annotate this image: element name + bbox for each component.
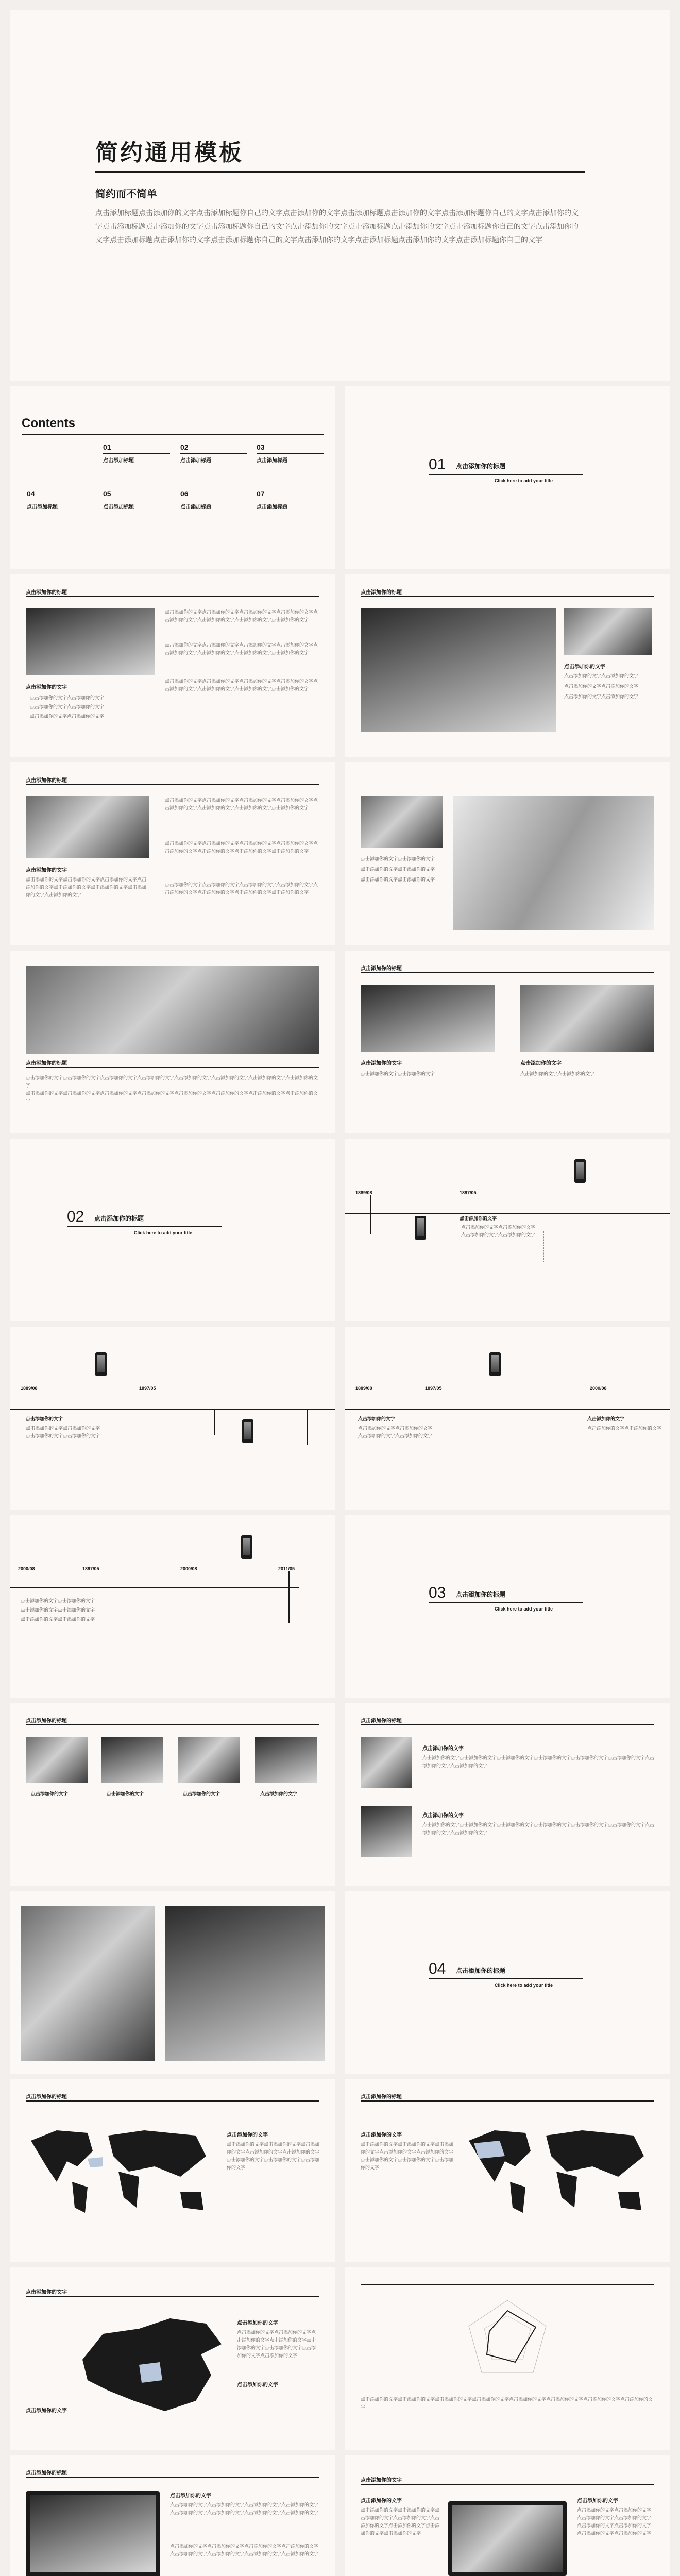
item-number: 01: [103, 443, 111, 451]
item-title: 点击添加你的文字: [358, 1416, 396, 1421]
timeline-slide: [10, 1515, 335, 1698]
bullet-item: 点击添加你的文字点击添加你的文字: [21, 1598, 95, 1603]
office-text-slide: [10, 762, 335, 945]
photo-left: [21, 1906, 155, 2061]
laptop-slide: [345, 2455, 670, 2576]
section-rule: [67, 1226, 222, 1227]
body-text: 点击添加你的文字点击添加你的文字点击添加你的文字点击添加你的文字点击添加你的文字点击添加你的文字点击添加你的文字点击添加你的文字: [165, 679, 318, 691]
section-rule: [429, 474, 583, 475]
body-text: 点击添加你的文字点击添加你的文字点击添加你的文字点击添加你的文字点击添加你的文字点击添加你的文字点击添加你的文字点击添加你的文字: [422, 1755, 655, 1768]
small-photo: [361, 796, 443, 848]
slide-heading: 点击添加你的标题: [26, 1061, 67, 1066]
body-text: 点击添加你的文字点击添加你的文字点击添加你的文字点击添加你的文字点击添加你的文字点击添加你的文字点击添加你的文字点击添加你的文字: [361, 2397, 653, 2410]
section-subtitle: Click here to add your title: [495, 478, 553, 483]
heading-rule: [361, 972, 654, 973]
slide-heading: 点击添加你的标题: [26, 590, 67, 596]
caption: 点击添加你的文字: [361, 2132, 402, 2138]
caption: 点击添加你的文字: [237, 2320, 278, 2326]
office-photo: [26, 796, 149, 858]
item-rule: [180, 453, 247, 454]
body-text: 点击添加你的文字点击添加你的文字点击添加你的文字点击添加你的文字点击添加你的文字点击添加你的文字点击添加你的文字点击添加你的文字: [361, 2507, 440, 2536]
caption: 点击添加你的文字: [26, 868, 67, 873]
year-label: 2000/08: [590, 1386, 607, 1391]
timeline-tick: [370, 1195, 371, 1234]
year-label: 1897/05: [139, 1386, 156, 1391]
phone-icon: [242, 1419, 253, 1443]
item-label: 点击添加标题: [257, 458, 287, 464]
year-label: 2000/08: [18, 1566, 35, 1571]
caption: 点击添加你的文字: [520, 1061, 562, 1066]
caption: 点击添加你的文字: [31, 1791, 69, 1797]
timeline-tick: [288, 1571, 290, 1623]
timeline-axis: [345, 1213, 670, 1214]
section-subtitle: Click here to add your title: [134, 1230, 193, 1235]
body-text: 点击添加你的文字点击添加你的文字点击添加你的文字点击添加你的文字点击添加你的文字点击添加你的文字点击添加你的文字点击添加你的文字: [165, 642, 318, 655]
body-text: 点击添加你的文字点击添加你的文字点击添加你的文字点击添加你的文字点击添加你的文字点击添加你的文字点击添加你的文字点击添加你的文字: [165, 609, 318, 622]
timeline-slide: [10, 1327, 335, 1510]
four-photo-slide: [10, 1703, 335, 1886]
dashed-line: [543, 1231, 544, 1262]
item-label: 点击添加标题: [180, 458, 211, 464]
section-subtitle: Click here to add your title: [495, 1606, 553, 1612]
section-title: 点击添加你的标题: [94, 1215, 144, 1222]
heading-rule: [26, 1067, 319, 1068]
body-text: 点击添加你的文字点击添加你的文字点击添加你的文字点击添加你的文字点击添加你的文字点击添加你的文字点击添加你的文字点击添加你的文字: [165, 841, 318, 854]
year-label: 1897/05: [425, 1386, 442, 1391]
body-text: 点击添加你的文字点击添加你的文字点击添加你的文字点击添加你的文字点击添加你的文字点击添加你的文字点击添加你的文字点击添加你的文字: [165, 882, 318, 895]
bullet-item: 点击添加你的文字点击添加你的文字: [520, 1071, 595, 1076]
collage-slide: [10, 1891, 335, 2074]
radar-chart-slide: [345, 2267, 670, 2450]
item-rule: [103, 453, 170, 454]
timeline-tick: [307, 1409, 308, 1445]
item-number: 04: [27, 489, 35, 498]
timeline-axis: [10, 1587, 299, 1588]
section-rule: [429, 1978, 583, 1979]
section-04-slide: [345, 1891, 670, 2074]
contents-item[interactable]: [180, 489, 251, 510]
section-number: 01: [429, 456, 446, 473]
year-label: 1889/08: [21, 1386, 38, 1391]
item-number: 03: [257, 443, 265, 451]
heading-rule: [361, 2284, 654, 2285]
bullet-item: 点击添加你的文字点击添加你的文字: [30, 704, 105, 709]
contents-item[interactable]: [27, 489, 98, 510]
item-number: 07: [257, 489, 265, 498]
contents-item[interactable]: [257, 489, 328, 510]
slide-heading: 点击添加你的标题: [361, 590, 402, 596]
year-label: 2011/05: [278, 1566, 295, 1571]
laptop-screen: [452, 2505, 563, 2572]
street-photo: [361, 608, 556, 732]
year-label: 1897/05: [82, 1566, 99, 1571]
item-label: 点击添加标题: [257, 504, 287, 510]
cover-title: 简约通用模板: [95, 140, 244, 165]
photo-2: [101, 1737, 163, 1783]
slide-heading: 点击添加你的标题: [26, 778, 67, 784]
item-number: 02: [180, 443, 189, 451]
timeline-axis: [10, 1409, 335, 1410]
desk-photo: [453, 796, 654, 930]
item-label: 点击添加标题: [27, 504, 58, 510]
section-title: 点击添加你的标题: [456, 463, 506, 470]
wide-photo-slide: [10, 951, 335, 1133]
world-map: [464, 2120, 654, 2223]
bullet-item: 点击添加你的文字点击添加你的文字: [564, 673, 639, 679]
photo-left: [361, 985, 495, 1052]
timeline-slide: [345, 1327, 670, 1510]
caption: 点击添加你的文字: [183, 1791, 220, 1797]
slide-heading: 点击添加你的标题: [361, 966, 402, 972]
bullet-item: 点击添加你的文字点击添加你的文字: [26, 1426, 100, 1431]
slide-heading: 点击添加你的标题: [361, 1718, 402, 1724]
caption: 点击添加你的文字: [577, 2498, 618, 2504]
section-number: 04: [429, 1960, 446, 1977]
heading-rule: [26, 596, 319, 597]
bullet-item: 点击添加你的文字点击添加你的文字: [21, 1617, 95, 1622]
monitor-slide: [10, 2455, 335, 2576]
bullet-item: 点击添加你的文字点击添加你的文字: [26, 1433, 100, 1438]
two-photo-text-slide: [345, 1703, 670, 1886]
contents-slide: [10, 386, 335, 569]
heading-rule: [361, 596, 654, 597]
section-title: 点击添加你的标题: [456, 1591, 506, 1598]
slide-heading: 点击添加你的标题: [26, 2094, 67, 2100]
contents-item[interactable]: [257, 443, 328, 464]
cover-slide: [10, 10, 670, 381]
year-label: 1889/08: [355, 1190, 372, 1195]
section-number: 03: [429, 1584, 446, 1601]
item-rule: [257, 453, 324, 454]
body-text: 点击添加你的文字点击添加你的文字点击添加你的文字点击添加你的文字点击添加你的文字点击添加你的文字点击添加你的文字点击添加你的文字: [170, 2502, 319, 2515]
slide-heading: 点击添加你的标题: [361, 2094, 402, 2100]
cover-divider: [95, 171, 585, 173]
phone-icon: [415, 1216, 426, 1240]
slide-heading: 点击添加你的标题: [26, 1718, 67, 1724]
item-title: 点击添加你的文字: [587, 1416, 625, 1421]
body-text: 点击添加你的文字点击添加你的文字点击添加你的文字点击添加你的文字点击添加你的文字点击添加你的文字点击添加你的文字点击添加你的文字: [165, 798, 318, 810]
caption: 点击添加你的文字: [170, 2493, 211, 2499]
item-number: 06: [180, 489, 189, 498]
caption: 点击添加你的文字: [361, 2478, 402, 2483]
heading-rule: [26, 1724, 319, 1725]
world-map: [26, 2120, 216, 2223]
caption: 点击添加你的文字: [422, 1813, 464, 1819]
bullet-item: 点击添加你的文字点击添加你的文字: [358, 1433, 433, 1438]
item-number: 05: [103, 489, 111, 498]
caption: 点击添加你的文字: [422, 1746, 464, 1752]
caption: 点击添加你的文字: [26, 2408, 67, 2414]
contents-item[interactable]: [103, 443, 174, 464]
heading-rule: [361, 1724, 654, 1725]
bullet-item: 点击添加你的文字点击添加你的文字: [461, 1232, 536, 1238]
body-text: 点击添加你的文字点击添加你的文字点击添加你的文字点击添加你的文字点击添加你的文字点击添加你的文字点击添加你的文字点击添加你的文字: [361, 2142, 454, 2170]
contents-divider: [22, 434, 324, 435]
section-rule: [429, 1602, 583, 1603]
china-map: [77, 2313, 227, 2416]
section-title: 点击添加你的标题: [456, 1967, 506, 1974]
caption: 点击添加你的文字: [107, 1791, 144, 1797]
wide-photo: [26, 966, 319, 1054]
contents-item[interactable]: [180, 443, 251, 464]
photo-bottom: [361, 1806, 412, 1857]
city-photo-slide: [345, 574, 670, 757]
section-number: 02: [67, 1208, 84, 1225]
section-03-slide: [345, 1515, 670, 1698]
radar-chart: [464, 2295, 551, 2383]
heading-rule: [361, 2100, 654, 2102]
cover-body: 点击添加标题点击添加你的文字点击添加标题你自己的文字点击添加你的文字点击添加标题点击添加你的文字点击添加标题你自己的文字点击添加你的文字点击添加标题点击添加你的文字点击添加标题你自己的文字点击添加你的文字点击添加标题点击添加你的文字点击添加标题你自己的文字点击添加你的文字点击添加标题点击添加你的文字点击添加标题你自己的文字点击添加你的文字点击添加标题点击添加你的文字点击添加标题你自己的文字: [95, 209, 579, 244]
photo-caption: 点击添加你的文字: [26, 685, 67, 690]
timeline-slide: [345, 1139, 670, 1321]
heading-rule: [26, 784, 319, 785]
year-label: 1897/05: [460, 1190, 477, 1195]
caption: 点击添加你的文字: [361, 1061, 402, 1066]
bullet-item: 点击添加你的文字点击添加你的文字: [358, 1426, 433, 1431]
heading-rule: [361, 2484, 654, 2485]
section-subtitle: Click here to add your title: [495, 1982, 553, 1988]
bullet-item: 点击添加你的文字点击添加你的文字: [361, 1071, 435, 1076]
caption: 点击添加你的文字: [564, 664, 605, 670]
caption: 点击添加你的文字: [361, 2498, 402, 2504]
bullet-item: 点击添加你的文字点击添加你的文字: [564, 694, 639, 699]
item-title: 点击添加你的文字: [26, 1416, 63, 1421]
photo-4: [255, 1737, 317, 1783]
photo-3: [178, 1737, 240, 1783]
caption: 点击添加你的文字: [26, 2290, 67, 2295]
contents-title: Contents: [22, 416, 75, 430]
china-map-slide: [10, 2267, 335, 2450]
bullet-item: 点击添加你的文字点击添加你的文字: [461, 1225, 536, 1230]
body-text: 点击添加你的文字点击添加你的文字点击添加你的文字点击添加你的文字点击添加你的文字点击添加你的文字点击添加你的文字点击添加你的文字: [26, 877, 147, 897]
bullet-item: 点击添加你的文字点击添加你的文字: [587, 1426, 662, 1431]
body-text: 点击添加你的文字点击添加你的文字点击添加你的文字点击添加你的文字点击添加你的文字点击添加你的文字点击添加你的文字点击添加你的文字: [227, 2142, 320, 2170]
world-map-slide: [345, 2079, 670, 2262]
phone-icon: [489, 1352, 501, 1376]
bullet-item: 点击添加你的文字点击添加你的文字: [21, 1607, 95, 1613]
item-label: 点击添加标题: [103, 504, 134, 510]
heading-rule: [26, 2296, 319, 2297]
year-label: 2000/08: [180, 1566, 197, 1571]
body-text: 点击添加你的文字点击添加你的文字点击添加你的文字点击添加你的文字点击添加你的文字点击添加你的文字点击添加你的文字点击添加你的文字: [422, 1822, 655, 1835]
desk-photo-slide: [345, 762, 670, 945]
photo-right: [520, 985, 654, 1052]
photo-top: [361, 1737, 412, 1788]
monitor-screen: [30, 2495, 156, 2572]
photo-right: [165, 1906, 325, 2061]
world-map-slide: [10, 2079, 335, 2262]
caption: 点击添加你的文字: [260, 1791, 298, 1797]
section-01-slide: [345, 386, 670, 569]
body-text: 点击添加你的文字点击添加你的文字点击添加你的文字点击添加你的文字点击添加你的文字点击添加你的文字点击添加你的文字点击添加你的文字: [26, 1075, 318, 1088]
small-photo: [564, 608, 652, 655]
year-label: 1889/08: [355, 1386, 372, 1391]
bullet-item: 点击添加你的文字点击添加你的文字: [30, 695, 105, 700]
phone-icon: [95, 1352, 107, 1376]
phone-icon: [241, 1535, 252, 1559]
photo-1: [26, 1737, 88, 1783]
dancers-photo: [26, 608, 155, 675]
caption: 点击添加你的文字: [227, 2132, 268, 2138]
bullet-item: 点击添加你的文字点击添加你的文字: [30, 714, 105, 719]
item-label: 点击添加标题: [103, 458, 134, 464]
cover-subtitle: 简约而不简单: [95, 189, 157, 200]
timeline-tick: [214, 1409, 215, 1435]
item-label: 点击添加标题: [180, 504, 211, 510]
body-text: 点击添加你的文字点击添加你的文字点击添加你的文字点击添加你的文字点击添加你的文字点击添加你的文字点击添加你的文字点击添加你的文字: [577, 2507, 652, 2536]
body-text: 点击添加你的文字点击添加你的文字点击添加你的文字点击添加你的文字点击添加你的文字点击添加你的文字点击添加你的文字点击添加你的文字: [237, 2330, 316, 2358]
bullet-item: 点击添加你的文字点击添加你的文字: [564, 684, 639, 689]
body-text: 点击添加你的文字点击添加你的文字点击添加你的文字点击添加你的文字点击添加你的文字点击添加你的文字点击添加你的文字点击添加你的文字: [26, 1091, 318, 1104]
bullet-item: 点击添加你的文字点击添加你的文字: [361, 856, 435, 861]
bullet-item: 点击添加你的文字点击添加你的文字: [361, 877, 435, 882]
bullet-item: 点击添加你的文字点击添加你的文字: [361, 867, 435, 872]
section-02-slide: [10, 1139, 335, 1321]
photo-text-slide: [10, 574, 335, 757]
two-photo-slide: [345, 951, 670, 1133]
body-text: 点击添加你的文字点击添加你的文字点击添加你的文字点击添加你的文字点击添加你的文字点击添加你的文字点击添加你的文字点击添加你的文字: [170, 2544, 319, 2556]
slide-heading: 点击添加你的标题: [26, 2470, 67, 2476]
contents-item[interactable]: [103, 489, 174, 510]
heading-rule: [26, 2477, 319, 2478]
heading-rule: [26, 2100, 319, 2102]
timeline-axis: [345, 1409, 670, 1410]
phone-icon: [574, 1159, 586, 1183]
item-title: 点击添加你的文字: [460, 1216, 497, 1221]
caption: 点击添加你的文字: [237, 2382, 278, 2388]
